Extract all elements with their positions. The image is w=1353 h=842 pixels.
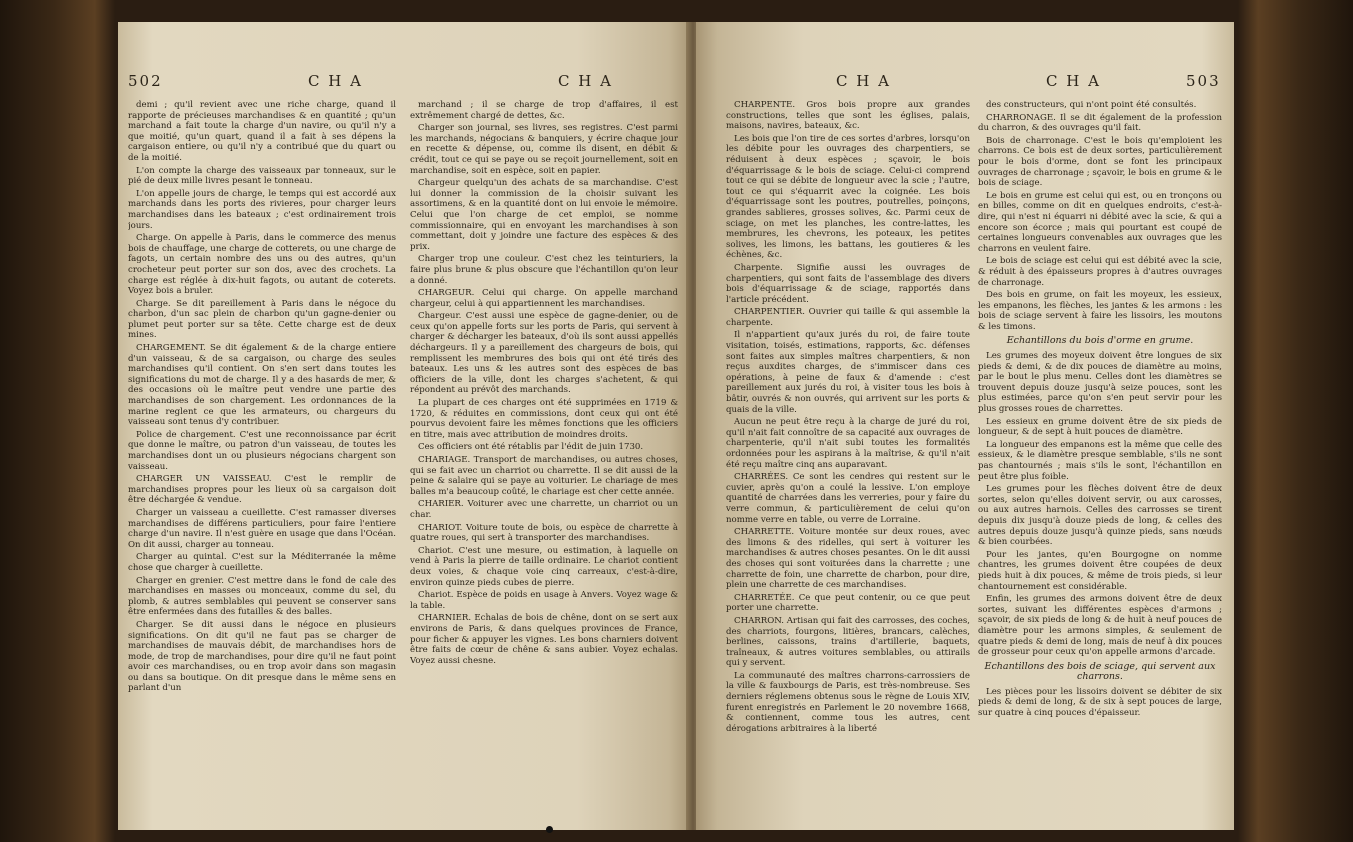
paragraph: La longueur des empanons est la même que celle des essieux, & le diamètre presque semblable, s'ils ne sont pas chantournés ; mais s'ils le sont, l'échantillon en peut être plus foible.	[978, 439, 1222, 482]
paragraph: CHARGER UN VAISSEAU. C'est le remplir de marchandises propres pour les lieux où sa cargaison doit être déchargée & vendue.	[128, 474, 396, 506]
paragraph: L'on compte la charge des vaisseaux par tonneaux, sur le pié de deux mille livres pesant le tonneau.	[128, 165, 396, 187]
paragraph: Chariot. Espèce de poids en usage à Anvers. Voyez wage & la table.	[410, 590, 678, 611]
paragraph: Pour les jantes, qu'en Bourgogne on nomme chantres, les grumes doivent être coupées de deux pieds huit à dix pouces, & même de trois pieds, si leur chantournement est considérable.	[978, 549, 1222, 592]
paragraph: Charpente. Signifie aussi les ouvrages de charpentiers, qui sont faits de l'assemblage des divers bois d'équarrissage & de sciage, rapportés dans l'article précédent.	[726, 262, 970, 305]
left-page-number: 502	[128, 72, 163, 90]
right-page-column-2	[978, 100, 1222, 820]
paragraph: marchand ; il se charge de trop d'affaires, il est extrêmement chargé de dettes, &c.	[410, 100, 678, 121]
left-page	[118, 22, 692, 830]
paragraph: Le bois de sciage est celui qui est débité avec la scie, & réduit à des épaisseurs propres à d'autres ouvrages de charronage.	[978, 256, 1222, 288]
right-running-head-1: C H A	[836, 72, 891, 90]
left-page-column-1	[128, 100, 396, 820]
right-page-number: 503	[1186, 72, 1221, 90]
paragraph: CHARIOT. Voiture toute de bois, ou espèce de charrette à quatre roues, qui sert à transporter des marchandises.	[410, 522, 678, 544]
paragraph: CHARPENTIER. Ouvrier qui taille & qui assemble la charpente.	[726, 307, 970, 328]
paragraph: Chariot. C'est une mesure, ou estimation, à laquelle on vend à Paris la pierre de taille ordinaire. Le chariot contient deux voies, & chaque voie cinq carreaux, c'est-à-dire, environ quinze pieds cubes de pierre.	[410, 545, 678, 588]
paragraph: Les essieux en grume doivent être de six pieds de longueur, & de sept à huit pouces de diamètre.	[978, 416, 1222, 438]
paragraph: demi ; qu'il revient avec une riche charge, quand il rapporte de précieuses marchandises & en quantité ; qu'un marchand a fait toute la charge d'un navire, ou qu'il n'y a que moitié, qu'un quart, quand il a fait à ses dépens la cargaison entiere, ou qu'il n'y a contribué que du quart ou de la moitié.	[128, 100, 396, 163]
paragraph: Les grumes pour les flèches doivent être de deux sortes, selon qu'elles doivent servir, ou aux carosses, ou aux autres harnois. Celles des carrosses se tirent depuis dix jusqu'à douze pieds de long, & celles des autres depuis douze jusqu'à quinze pieds, sans nœuds & bien courbées.	[978, 484, 1222, 548]
right-running-head-2: C H A	[1046, 72, 1101, 90]
paragraph: Charger son journal, ses livres, ses registres. C'est parmi les marchands, négocians & banquiers, y écrire chaque jour en recette & dépense, ou, comme ils disent, en débit & crédit, tout ce qui se paye ou se reçoit journellement, soit en marchandise, soit en espèce, soit en papier.	[410, 123, 678, 176]
paragraph: CHARGEMENT. Se dit également & de la charge entiere d'un vaisseau, & de sa cargaison, ou charge des seules marchandises qu'il contient. On s'en sert dans toutes les significations du mot de charge. Il y a des hasards de mer, & des occasions où le maître peut vendre une partie des marchandises de son chargement. Les ordonnances de la marine reglent ce que les armateurs, ou chargeurs du vaisseau sont tenus d'y contribuer.	[128, 343, 396, 428]
paragraph: La communauté des maîtres charrons-carrossiers de la ville & fauxbourgs de Paris, est très-nombreuse. Ses derniers réglemens obtenus sous le règne de Louis XIV, furent enregistrés en Parlement le 20 novembre 1668, & contiennent, comme tous les autres, cent dérogations arbitraires à la liberté	[726, 670, 970, 734]
paragraph: Chargeur quelqu'un des achats de sa marchandise. C'est lui donner la commission de la choisir suivant les assortimens, & en la quantité dont on lui envoie le mémoire. Celui que l'on charge de cet emploi, se nomme commissionnaire, qui en envoyant les marchandises à son commettant, doit y joindre une facture des espèces & des prix.	[410, 178, 678, 252]
paragraph: CHARIER. Voiturer avec une charrette, un charriot ou un char.	[410, 499, 678, 520]
paragraph: Bois de charronage. C'est le bois qu'emploient les charrons. Ce bois est de deux sortes, particulièrement pour le bois d'orme, dont se font les principaux ouvrages de charronage ; sçavoir, le bois en grume & le bois de sciage.	[978, 135, 1222, 189]
paragraph: Charger trop une couleur. C'est chez les teinturiers, la faire plus brune & plus obscure que l'échantillon qu'on leur a donné.	[410, 254, 678, 286]
paragraph: Echantillons du bois d'orme en grume.	[1006, 335, 1194, 347]
paragraph: Police de chargement. C'est une reconnoissance par écrit que donne le maître, ou patron d'un vaisseau, de toutes les marchandises dont un ou plusieurs négocians chargent son vaisseau.	[128, 429, 396, 472]
paragraph: Les bois que l'on tire de ces sortes d'arbres, lorsqu'on les débite pour les ouvrages des charpentiers, se réduisent à deux espèces ; sçavoir, le bois d'équarrissage & le bois de sciage. Celui-ci comprend tout ce qui se débite de longueur avec la scie ; l'autre, tout ce qui s'équarrit avec la coignée. Les bois d'équarrissage sont les poutres, poutrelles, poinçons, grandes sablieres, grosses solives, &c. Parmi ceux de sciage, on met les planches, les contre-lattes, les membrures, les chevrons, les poteaux, les petites solives, les limons, les battans, les goutieres & les échènes, &c.	[726, 133, 970, 261]
paragraph: CHARRONAGE. Il se dit également de la profession du charron, & des ouvrages qu'il fait.	[978, 112, 1222, 134]
paragraph: Les pièces pour les lissoirs doivent se débiter de six pieds & demi de long, & de six à sept pouces de large, sur quatre à cinq pouces d'épaisseur.	[978, 686, 1222, 719]
paragraph: CHARRETÉE. Ce que peut contenir, ou ce que peut porter une charrette.	[726, 592, 970, 614]
paragraph: CHARRÉES. Ce sont les cendres qui restent sur le cuvier, après qu'on a coulé la lessive. L'on employe quantité de charrées dans les verreries, pour y faire du verre commun, & particulièrement de celui qu'on nomme verre en table, ou verre de Lorraine.	[726, 472, 970, 525]
paragraph: Des bois en grume, on fait les moyeux, les essieux, les empanons, les flèches, les jantes & les armons : les bois de sciage servent à faire les lissoirs, les moutons & les timons.	[978, 290, 1222, 332]
paragraph: CHARNIER. Echalas de bois de chêne, dont on se sert aux environs de Paris, & dans quelques provinces de France, pour ficher & appuyer les vignes. Les bons charniers doivent être faits de cœur de chêne & sans aubier. Voyez echalas. Voyez aussi chesne.	[410, 613, 678, 666]
paragraph: Charger. Se dit aussi dans le négoce en plusieurs significations. On dit qu'il ne faut pas se charger de marchandises de mauvais débit, de marchandises hors de mode, de trop de marchandises, pour dire qu'il ne faut point avoir ces marchandises, ou en trop avoir dans son magasin ou dans sa boutique. On dit presque dans le même sens en parlant d'un	[128, 619, 396, 694]
paragraph: Enfin, les grumes des armons doivent être de deux sortes, suivant les différentes espèces d'armons ; sçavoir, de six pieds de long & de huit à neuf pouces de diamètre pour les armons simples, & seulement de quatre pieds & demi de long, mais de neuf à dix pouces de grosseur pour ceux qu'on appelle armons d'arcade.	[978, 594, 1222, 658]
paragraph: Charger un vaisseau a cueillette. C'est ramasser diverses marchandises de différens particuliers, pour faire l'entiere charge d'un navire. Il n'est guère en usage que dans l'Océan. On dit aussi, charger au tonneau.	[128, 507, 396, 550]
right-page-column-1	[726, 100, 970, 820]
paragraph: La plupart de ces charges ont été supprimées en 1719 & 1720, & réduites en commissions, dont ceux qui ont été pourvus devoient faire les mêmes fonctions que les officiers en titre, mais avec attribution de moindres droits.	[410, 398, 678, 440]
paragraph: Il n'appartient qu'aux jurés du roi, de faire toute visitation, toisés, estimations, rapports, &c. défenses sont faites aux simples maîtres charpentiers, & non reçus auxdites charges, de s'immiscer dans ces opérations, à peine de faux & d'amende : c'est pareillement aux jurés du roi, à visiter tous les bois à bâtir, ouvrés & non ouvrés, qui arrivent sur les ports & quais de la ville.	[726, 330, 970, 415]
paragraph: Charger en grenier. C'est mettre dans le fond de cale des marchandises en masses ou monceaux, comme du sel, du plomb, & autres semblables qui peuvent se conserver sans être enfermées dans des futailles & des balles.	[128, 575, 396, 618]
left-running-head-2: C H A	[558, 72, 613, 90]
paragraph: CHARRON. Artisan qui fait des carrosses, des coches, des charriots, fourgons, litières, brancars, calèches, berlines, caissons, trains d'artillerie, baquets, traîneaux, & autres voitures semblables, ou attirails qui y servent.	[726, 615, 970, 669]
page-marker-dot	[546, 826, 553, 833]
paragraph: Le bois en grume est celui qui est, ou en tronçons ou en billes, comme on dit en quelques endroits, c'est-à-dire, qui n'est ni équarri ni débité avec la scie, & qui a encore son écorce ; mais qui pourtant est coupé de certaines longueurs convenables aux ouvrages que les charrons en veulent faire.	[978, 190, 1222, 254]
left-running-head-1: C H A	[308, 72, 363, 90]
paragraph: des constructeurs, qui n'ont point été consultés.	[986, 100, 1197, 110]
paragraph: CHARPENTE. Gros bois propre aux grandes constructions, telles que sont les églises, palais, maisons, navires, bateaux, &c.	[726, 100, 970, 132]
paragraph: L'on appelle jours de charge, le temps qui est accordé aux marchands dans les ports des rivieres, pour charger leurs marchandises dans les bateaux ; c'est ordinairement trois jours.	[128, 188, 396, 231]
paragraph: CHARGEUR. Celui qui charge. On appelle marchand chargeur, celui à qui appartiennent les marchandises.	[410, 288, 678, 309]
paragraph: Les grumes des moyeux doivent être longues de six pieds & demi, & de dix pouces de diamètre au moins, par le bout le plus menu. Celles dont les diamètres se trouvent depuis douze jusqu'à seize pouces, sont les plus estimées, parce qu'on s'en peut servir pour les plus grosses roues de charrettes.	[978, 351, 1222, 415]
left-page-column-2	[410, 100, 678, 820]
right-page	[696, 22, 1234, 830]
paragraph: Chargeur. C'est aussi une espèce de gagne-denier, ou de ceux qu'on appelle forts sur les ports de Paris, qui servent à charger & décharger les bateaux, d'où ils sont aussi appellés déchargeurs. Il y a pareillement des chargeurs de bois, qui remplissent les membrures des bois qui ont été tirés des bateaux. Les uns & les autres sont des espèces de bas officiers de la ville, dont les charges s'achetent, & qui répondent au prévôt des marchands.	[410, 311, 678, 396]
paragraph: Aucun ne peut être reçu à la charge de juré du roi, qu'il n'ait fait connoître de sa capacité aux ouvrages de charpenterie, qu'il n'ait subi toutes les formalités ordonnées pour les aspirans à la maîtrise, & qu'il n'ait été reçu maître cinq ans auparavant.	[726, 417, 970, 470]
paragraph: CHARIAGE. Transport de marchandises, ou autres choses, qui se fait avec un charriot ou charrette. Il se dit aussi de la peine & salaire qui se paye au voiturier. Le chariage de mes balles m'a beaucoup coûté, le chariage est cher cette année.	[410, 455, 678, 497]
paragraph: Echantillons des bois de sciage, qui servent aux charrons.	[984, 660, 1216, 683]
paragraph: Charger au quintal. C'est sur la Méditerranée la même chose que charger à cueillette.	[128, 552, 396, 573]
paragraph: Charge. On appelle à Paris, dans le commerce des menus bois de chauffage, une charge de cotterets, ou une charge de fagots, un certain nombre des uns ou des autres, qu'un crocheteur peut porter sur son dos, avec des crochets. La charge est réglée à dix-huit fagots, ou autant de coterets. Voyez bois a bruler.	[128, 233, 396, 297]
paragraph: Ces officiers ont été rétablis par l'édit de juin 1730.	[418, 442, 644, 453]
paragraph: Charge. Se dit pareillement à Paris dans le négoce du charbon, d'un sac plein de charbon qu'un gagne-denier ou plumet peut porter sur sa tête. Cette charge est de deux mines.	[128, 298, 396, 341]
paragraph: CHARRETTE. Voiture montée sur deux roues, avec des limons & des ridelles, qui sert à voiturer les marchandises & autres choses pesantes. On le dit aussi des choses qui sont voiturées dans la charrette ; une charrette de foin, une charrette de charbon, pour dire, plein une charrette de ces marchandises.	[726, 527, 970, 591]
